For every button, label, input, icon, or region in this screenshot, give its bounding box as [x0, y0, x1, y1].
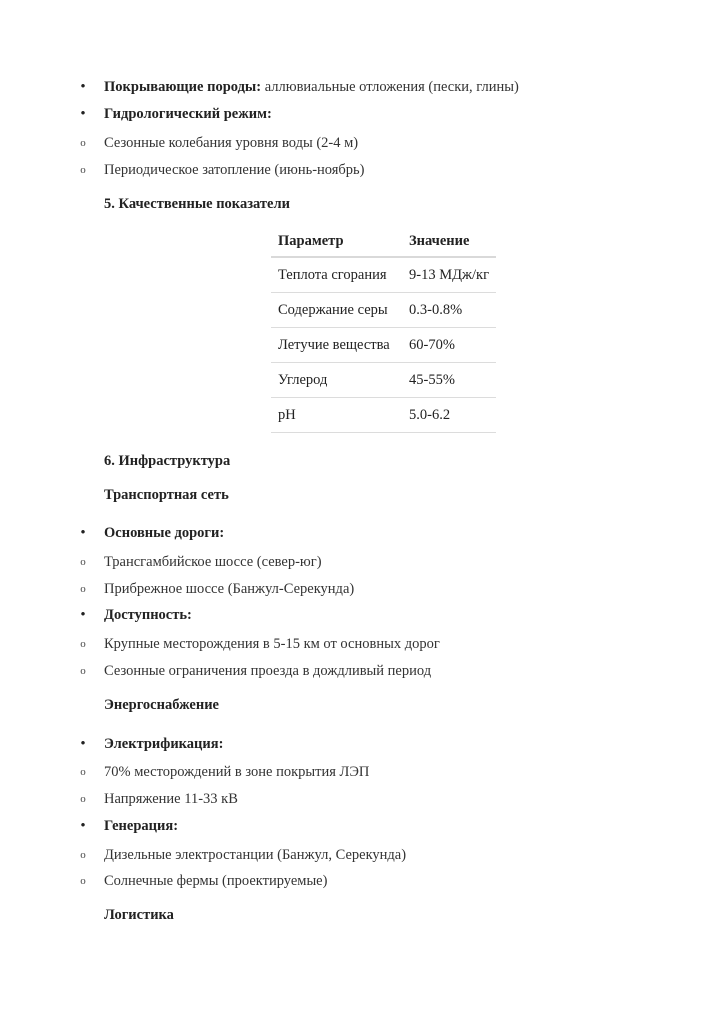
section5-heading: 5. Качественные показатели	[104, 196, 290, 212]
bullet-circle-icon	[79, 635, 87, 653]
bullet-disc-icon	[79, 78, 87, 97]
table-row	[271, 398, 496, 433]
table-cell: 5.0-6.2	[402, 398, 496, 433]
table-header-row	[271, 226, 496, 257]
item-text: Крупные месторождения в 5-15 км от основных дорог	[104, 636, 440, 652]
bullet-circle-icon	[79, 580, 87, 598]
table-row	[271, 257, 496, 293]
column-header: Параметр	[271, 226, 402, 257]
bullet-circle-icon	[79, 872, 87, 890]
item-label: Гидрологический режим:	[104, 106, 272, 122]
bullet-disc-icon	[79, 524, 87, 543]
item-text: Сезонные колебания уровня воды (2-4 м)	[104, 135, 359, 151]
table-row	[271, 363, 496, 398]
item-text: Периодическое затопление (июнь-ноябрь)	[104, 162, 365, 178]
table-cell: Летучие вещества	[271, 328, 402, 363]
item-text: аллювиальные отложения (пески, глины)	[261, 79, 519, 95]
bullet-circle-icon	[79, 553, 87, 571]
bullet-disc-icon	[79, 735, 87, 754]
bullet-disc-icon	[79, 606, 87, 625]
item-text: Трансгамбийское шоссе (север-юг)	[104, 554, 322, 570]
item-label: Электрификация:	[104, 736, 224, 752]
item-label: Доступность:	[104, 607, 192, 623]
table-cell: 0.3-0.8%	[402, 293, 496, 328]
bullet-disc-icon	[79, 105, 87, 124]
section6-heading: 6. Инфраструктура	[104, 453, 231, 469]
item-text: Солнечные фермы (проектируемые)	[104, 873, 328, 889]
item-text: Прибрежное шоссе (Банжул-Серекунда)	[104, 581, 355, 597]
item-text: Сезонные ограничения проезда в дождливый период	[104, 663, 432, 679]
table-cell: 60-70%	[402, 328, 496, 363]
bullet-circle-icon	[79, 134, 87, 152]
table-row	[271, 293, 496, 328]
item-label: Генерация:	[104, 818, 179, 834]
table-cell: pH	[271, 398, 402, 433]
quality-table	[271, 226, 496, 433]
table-row	[271, 328, 496, 363]
item-text: Напряжение 11-33 кВ	[104, 791, 238, 807]
table-cell: Теплота сгорания	[271, 257, 402, 293]
transport-subheading: Транспортная сеть	[104, 487, 229, 503]
item-text: Дизельные электростанции (Банжул, Серекунда)	[104, 847, 407, 863]
bullet-circle-icon	[79, 846, 87, 864]
logistics-subheading: Логистика	[104, 907, 174, 923]
energy-subheading: Энергоснабжение	[104, 697, 219, 713]
bullet-circle-icon	[79, 662, 87, 680]
bullet-circle-icon	[79, 763, 87, 781]
table-cell: 9-13 МДж/кг	[402, 257, 496, 293]
item-text: 70% месторождений в зоне покрытия ЛЭП	[104, 764, 370, 780]
bullet-circle-icon	[79, 161, 87, 179]
bullet-circle-icon	[79, 790, 87, 808]
bullet-disc-icon	[79, 817, 87, 836]
table-cell: 45-55%	[402, 363, 496, 398]
table-cell: Содержание серы	[271, 293, 402, 328]
item-label: Основные дороги:	[104, 525, 225, 541]
item-label: Покрывающие породы:	[104, 79, 262, 95]
table-cell: Углерод	[271, 363, 402, 398]
column-header: Значение	[402, 226, 496, 257]
